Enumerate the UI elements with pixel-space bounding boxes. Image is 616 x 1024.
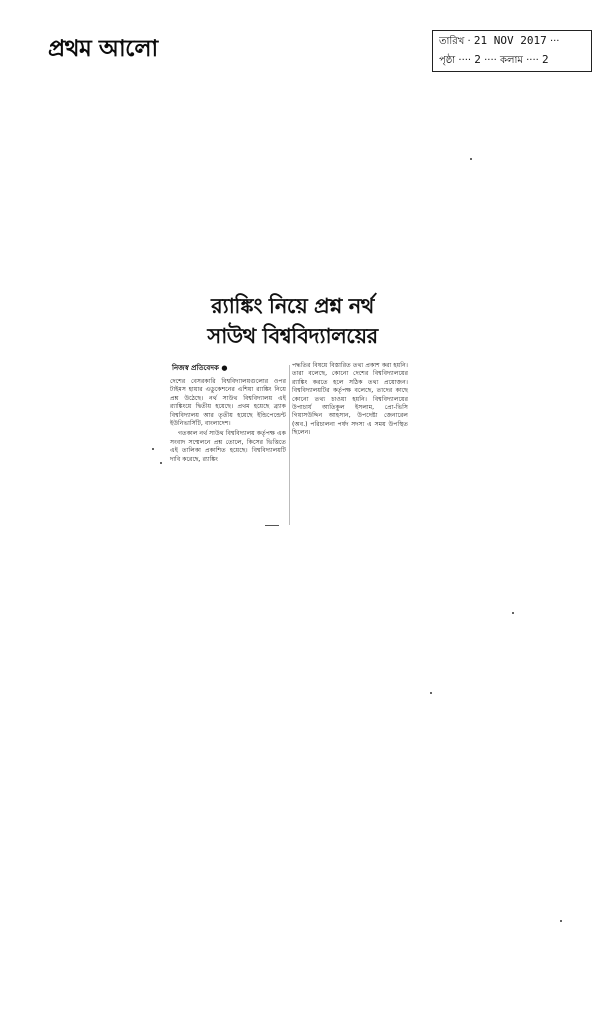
stamp-page-label: পৃষ্ঠা xyxy=(439,55,456,66)
article-headline-line2: সাউথ বিশ্ববিদ্যালয়ের xyxy=(207,324,378,348)
article-left-column xyxy=(170,378,286,464)
scan-speck xyxy=(560,920,562,922)
article-paragraph: গতকাল নর্থ সাউথ বিশ্ববিদ্যালয় কর্তৃপক্ষ এক সংবাদ সম্মেলনে প্রশ্ন তোলে, কিসের ভিত্তিতে এই তালিকা প্রকাশিত হয়েছে। বিশ্ববিদ্যালয়টি দাবি করেছে, র‍্যাঙ্কিং xyxy=(170,430,286,463)
newspaper-masthead: প্রথম আলো xyxy=(48,36,158,62)
stamp-date-value: 21 NOV 2017 xyxy=(473,34,547,47)
stamp-page-value: 2 xyxy=(474,53,481,66)
article-right-column xyxy=(292,362,408,438)
stamp-page-row xyxy=(439,51,585,70)
stamp-dots: ···· xyxy=(458,55,475,66)
article-paragraph: পদ্ধতির বিষয়ে বিস্তারিত তথ্য প্রকাশ করা হয়নি। তারা বলেছে, কোনো দেশের বিশ্ববিদ্যালয়ের র‍্যাঙ্কিং করতে হলে সঠিক তথ্য প্রয়োজন। বিশ্ববিদ্যালয়টির কর্তৃপক্ষ বলেছে, তাদের কাছে কোনো তথ্য চাওয়া হয়নি। বিশ্ববিদ্যালয়ের উপাচার্য আতিকুল ইসলাম, প্রো-ভিসি গিয়াসউদ্দিন আহসান, উপদেষ্টা জেনারেল (অব.) পরিচালনা পর্ষদ সদস্য এ সময় উপস্থিত ছিলেন। xyxy=(292,362,408,437)
stamp-dots: ···· xyxy=(526,55,543,66)
clipping-date-stamp xyxy=(432,30,592,72)
stamp-dots: ··· xyxy=(549,36,560,47)
column-divider xyxy=(289,365,290,525)
stamp-date-label: তারিখ xyxy=(439,36,465,47)
stamp-column-value: 2 xyxy=(542,53,549,66)
stamp-column-label: কলাম xyxy=(500,55,523,66)
scan-speck xyxy=(152,448,154,450)
scan-speck xyxy=(512,612,514,614)
article-byline: নিজস্ব প্রতিবেদক ● xyxy=(172,364,228,372)
article-headline-line1: র‍্যাঙ্কিং নিয়ে প্রশ্ন নর্থ xyxy=(211,294,374,318)
stamp-dots: · xyxy=(467,36,474,47)
article-end-mark xyxy=(265,525,279,526)
scan-speck xyxy=(430,692,432,694)
stamp-date-row xyxy=(439,32,585,51)
scan-speck xyxy=(160,462,162,464)
article-paragraph: দেশের বেসরকারি বিশ্ববিদ্যালয়গুলোর ওপর টাইমস হায়ার এডুকেশনের এশিয়া র‍্যাঙ্কিং নিয়ে প্রশ্ন উঠেছে। নর্থ সাউথ বিশ্ববিদ্যালয় এই র‍্যাঙ্কিংয়ে দ্বিতীয় হয়েছে। প্রথম হয়েছে ব্র্যাক বিশ্ববিদ্যালয় আর তৃতীয় হয়েছে ইন্ডিপেন্ডেন্ট ইউনিভার্সিটি, বাংলাদেশ। xyxy=(170,378,286,428)
scan-speck xyxy=(470,158,472,160)
stamp-dots: ···· xyxy=(484,55,501,66)
